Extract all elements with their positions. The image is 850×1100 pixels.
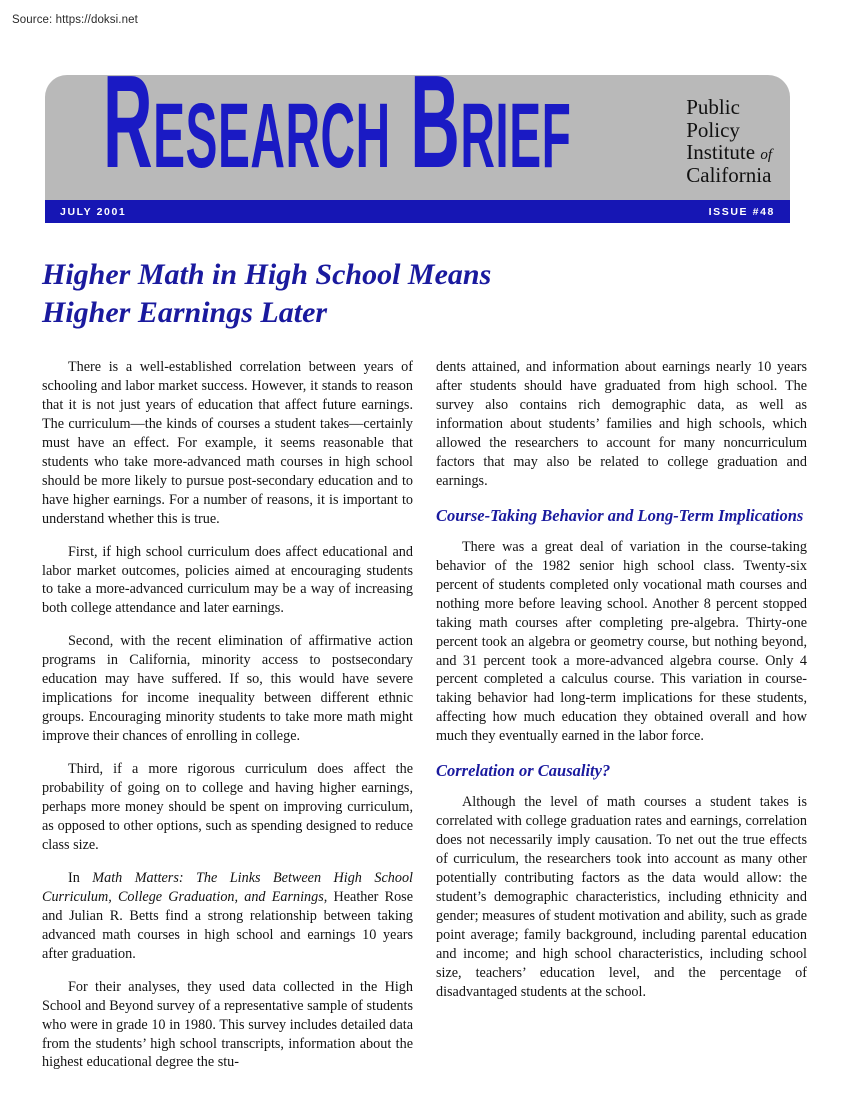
page-title-line-2: Higher Earnings Later <box>42 296 328 330</box>
ppic-logo-line-institute-of <box>686 141 772 164</box>
paragraph: There is a well-established correlation between years of schooling and labor market success. However, it stands to reason that it is not just years of education that affect future earnings. The curriculum—the kinds of courses a student takes—certainly must have an effect. For example, it seems reasonable that students who take more-advanced math courses in high school should be more likely to pursue post-secondary education and to have higher earnings. For a number of reasons, it is important to understand whether this is true. <box>42 359 413 527</box>
section-heading-correlation: Correlation or Causality? <box>436 761 611 781</box>
page-title <box>42 256 662 333</box>
masthead-gray-panel <box>45 75 790 200</box>
ppic-logo-institute: Institute <box>686 140 756 165</box>
issue-bar <box>45 200 790 223</box>
masthead <box>45 48 790 225</box>
section-heading-course-taking: Course-Taking Behavior and Long-Term Implications <box>436 505 804 525</box>
citation-paragraph <box>42 869 413 964</box>
article-body <box>42 358 808 1086</box>
paragraph: There was a great deal of variation in the course-taking behavior of the 1982 senior high school class. Twenty-six percent of students completed only vocational math courses and nothing more before leaving school. Another 8 percent stopped taking math courses after completing pre-algebra. Thirty-one percent took an algebra or geometry course, but nothing beyond, and 31 percent took a more-advanced algebra course. Only 4 percent completed a calculus course. This variation in course-taking behavior had long-term implications for these students, affecting how much education they obtained overall and how much they eventually earned in the labor force. <box>436 538 807 745</box>
ppic-logo <box>686 96 772 187</box>
citation-lead: In <box>68 869 93 886</box>
ppic-logo-line-policy: Policy <box>686 117 740 142</box>
left-column <box>42 358 413 1086</box>
paragraph: Third, if a more rigorous curriculum does affect the probability of going on to college and having higher earnings, perhaps more money should be spent on improving curriculum, as opposed to other options, such as spending designed to reduce class size. <box>42 761 413 853</box>
issue-date: JULY 2001 <box>60 205 127 218</box>
paragraph: Although the level of math courses a student takes is correlated with college graduation rates and earnings, correlation does not necessarily imply causation. To net out the true effects of curriculum, the researchers took into account as many other potentially contributing factors as the data would allow: the student’s demographic characteristics, including ethnicity and gender; measures of student motivation and ability, such as grade point average; family background, including parental education and income; and high school characteristics, including school size, teachers’ education level, and the percentage of disadvantaged students at the school. <box>436 794 807 1000</box>
paragraph: For their analyses, they used data collected in the High School and Beyond survey of a representative sample of students who were in grade 10 in 1980. This survey includes detailed data from the students’ high school transcripts, information about the highest educational degree the stu- <box>42 978 413 1071</box>
ppic-logo-line-california: California <box>686 163 772 188</box>
paragraph: First, if high school curriculum does affect educational and labor market outcomes, policies aimed at encouraging students to take a more-advanced curriculum may be a way of increasing both college attendance and later earnings. <box>42 543 413 617</box>
research-brief-wordmark: Research Brief <box>103 48 572 195</box>
paragraph: Second, with the recent elimination of affirmative action programs in California, minority access to postsecondary education may have suffered. If so, this would have severe implications for income inequality between different ethnic groups. Encouraging minority students to take more math might improve their chances of enrolling in college. <box>42 633 413 745</box>
ppic-logo-line-public: Public <box>686 95 740 119</box>
publication-title: Math Matters: The Links Between High School Curriculum, College Graduation, and Earnings <box>42 869 413 905</box>
issue-number: ISSUE #48 <box>708 205 775 218</box>
page-title-line-1: Higher Math in High School Means <box>42 258 492 291</box>
source-attribution: Source: https://doksi.net <box>12 14 138 26</box>
citation-tail: , Heather Rose and Julian R. Betts find a strong relationship between taking advanced math courses in high school and earnings 10 years after graduation. <box>42 888 413 962</box>
continuation-paragraph: dents attained, and information about earnings nearly 10 years after students should have graduated from high school. The survey also contains rich demographic data, as well as information about students’ families and high schools, which allowed the researchers to account for many noncurriculum factors that may also be related to college graduation and earnings. <box>436 359 807 489</box>
right-column <box>436 358 807 1016</box>
ppic-logo-of: of <box>760 147 772 164</box>
